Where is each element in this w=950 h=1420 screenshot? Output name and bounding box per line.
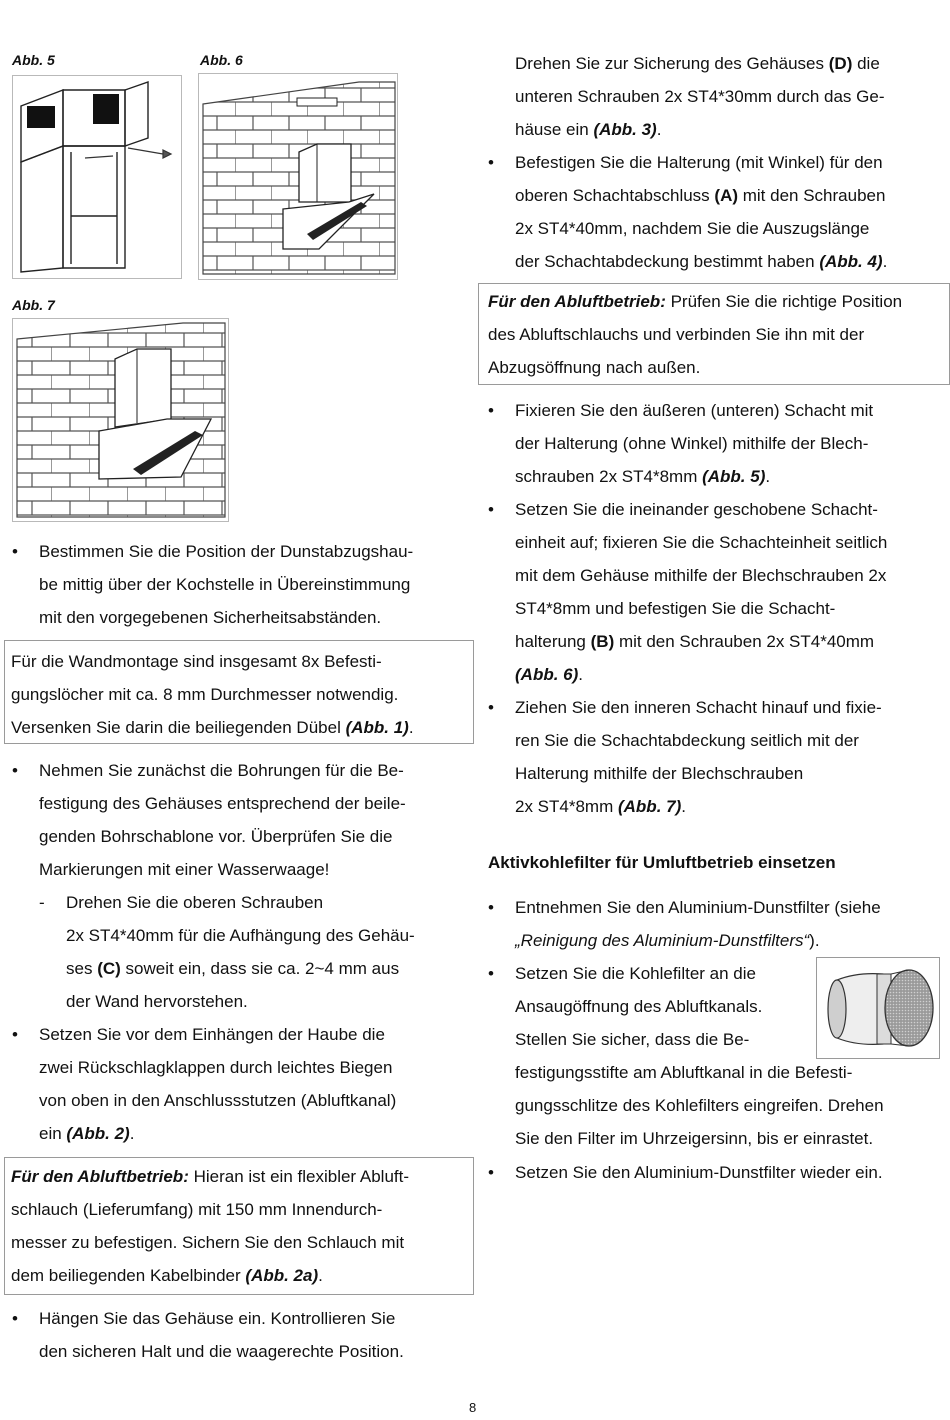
- text-line: Stellen Sie sicher, dass die Be-: [515, 1030, 750, 1049]
- text-line: 2x ST4*40mm, nachdem Sie die Auszugslänge: [515, 219, 870, 238]
- brick-wall-hood-chimney-illustration: [13, 319, 228, 521]
- text-line: Ziehen Sie den inneren Schacht hinauf und fixie-: [515, 698, 882, 717]
- text-line: zwei Rückschlagklappen durch leichtes Biegen: [39, 1058, 393, 1077]
- abb5-caption: Abb. 5: [12, 52, 55, 68]
- info-box-wall-mounting: [4, 640, 474, 744]
- text-line: Ansaugöffnung des Abluftkanals.: [515, 997, 763, 1016]
- dash-marker: -: [39, 893, 45, 912]
- carbon-filter-illustration: [817, 958, 939, 1058]
- part-label: (A): [714, 186, 739, 205]
- figure-reference: (Abb. 6): [515, 665, 579, 684]
- part-label: (D): [828, 54, 853, 73]
- text-line: Markierungen mit einer Wasserwaage!: [39, 860, 330, 879]
- page-number: 8: [469, 1400, 477, 1415]
- bullet-icon: •: [488, 1163, 494, 1182]
- text-line: ren Sie die Schachtabdeckung seitlich mit der: [515, 731, 859, 750]
- abb5-figure: [12, 75, 182, 279]
- abb7-figure: [12, 318, 229, 522]
- figure-reference: (Abb. 7): [617, 797, 682, 816]
- figure-reference: (Abb. 3): [593, 120, 657, 139]
- bullet-icon: •: [12, 542, 18, 561]
- text-line: der Wand hervorstehen.: [66, 992, 248, 1011]
- bullet-icon: •: [488, 898, 494, 917]
- text-line: Hängen Sie das Gehäuse ein. Kontrollieren Sie: [39, 1309, 396, 1328]
- text-line: Abzugsöffnung nach außen.: [488, 358, 701, 377]
- text-line: einheit auf; fixieren Sie die Schachteinheit seitlich: [515, 533, 888, 552]
- text-line: mit dem Gehäuse mithilfe der Blechschrauben 2x: [515, 566, 887, 585]
- text-line: messer zu befestigen. Sichern Sie den Schlauch mit: [11, 1233, 405, 1252]
- text-line: halterung (B) mit den Schrauben 2x ST4*40mm: [515, 632, 875, 651]
- abb6-caption: Abb. 6: [200, 52, 243, 68]
- figure-reference: (Abb. 2a): [245, 1266, 319, 1285]
- figure-reference: (Abb. 2): [66, 1124, 130, 1143]
- cross-reference: „Reinigung des Aluminium-Dunstfilters“: [515, 931, 810, 950]
- text-line: dem beiliegenden Kabelbinder (Abb. 2a).: [11, 1266, 323, 1285]
- text-line: mit den vorgegebenen Sicherheitsabständen.: [39, 608, 382, 627]
- text-line: Für den Abluftbetrieb: Hieran ist ein flexibler Abluft-: [11, 1167, 410, 1186]
- part-label: (B): [590, 632, 615, 651]
- bullet-icon: •: [488, 153, 494, 172]
- section-heading: Aktivkohlefilter für Umluftbetrieb einsetzen: [488, 853, 836, 872]
- text-line: den sicheren Halt und die waagerechte Position.: [39, 1342, 404, 1361]
- text-line: Bestimmen Sie die Position der Dunstabzugshau-: [39, 542, 414, 561]
- text-line: festigungsstifte am Abluftkanal in die Befesti-: [515, 1063, 853, 1082]
- text-line: schrauben 2x ST4*8mm (Abb. 5).: [515, 467, 771, 486]
- part-label: (C): [97, 959, 121, 978]
- bullet-icon: •: [488, 401, 494, 420]
- text-line: Fixieren Sie den äußeren (unteren) Schacht mit: [515, 401, 874, 420]
- figure-reference: (Abb. 4): [819, 252, 883, 271]
- text-line: Nehmen Sie zunächst die Bohrungen für die Be-: [39, 761, 404, 780]
- text-line: der Schachtabdeckung bestimmt haben (Abb. 4).: [515, 252, 888, 271]
- text-line: Für die Wandmontage sind insgesamt 8x Befesti-: [11, 652, 382, 671]
- text-line: der Halterung (ohne Winkel) mithilfe der Blech-: [515, 434, 869, 453]
- text-line: Drehen Sie zur Sicherung des Gehäuses (D) die: [515, 54, 880, 73]
- text-line: Sie den Filter im Uhrzeigersinn, bis er einrastet.: [515, 1129, 874, 1148]
- text-line: Halterung mithilfe der Blechschrauben: [515, 764, 804, 783]
- info-box-exhaust-check: [478, 283, 950, 385]
- text-line: „Reinigung des Aluminium-Dunstfilters“).: [515, 931, 820, 950]
- text-line: be mittig über der Kochstelle in Übereinstimmung: [39, 575, 411, 594]
- bullet-icon: •: [12, 1309, 18, 1328]
- text-line: festigung des Gehäuses entsprechend der beile-: [39, 794, 406, 813]
- figure-reference: (Abb. 1): [345, 718, 409, 737]
- figure-reference: (Abb. 5): [702, 467, 766, 486]
- text-line: Befestigen Sie die Halterung (mit Winkel) für den: [515, 153, 883, 172]
- text-line: (Abb. 6).: [515, 665, 584, 684]
- text-line: Versenken Sie darin die beiliegenden Dübel (Abb. 1).: [11, 718, 414, 737]
- text-line: Drehen Sie die oberen Schrauben: [66, 893, 324, 912]
- text-line: unteren Schrauben 2x ST4*30mm durch das Ge-: [515, 87, 885, 106]
- bullet-icon: •: [488, 500, 494, 519]
- text-line: genden Bohrschablone vor. Überprüfen Sie die: [39, 827, 393, 846]
- text-line: Für den Abluftbetrieb: Prüfen Sie die richtige Position: [488, 292, 903, 311]
- text-line: 2x ST4*40mm für die Aufhängung des Gehäu-: [66, 926, 415, 945]
- abb7-caption: Abb. 7: [12, 297, 55, 313]
- bullet-icon: •: [488, 964, 494, 983]
- text-line: 2x ST4*8mm (Abb. 7).: [515, 797, 686, 816]
- box-label: Für den Abluftbetrieb:: [488, 292, 666, 311]
- text-line: von oben in den Anschlussstutzen (Abluftkanal): [39, 1091, 397, 1110]
- bullet-icon: •: [488, 698, 494, 717]
- text-line: ses (C) soweit ein, dass sie ca. 2~4 mm aus: [66, 959, 400, 978]
- duct-assembly-illustration: [13, 76, 181, 278]
- text-line: Setzen Sie vor dem Einhängen der Haube die: [39, 1025, 385, 1044]
- brick-wall-hood-illustration: [199, 74, 397, 279]
- bullet-icon: •: [12, 761, 18, 780]
- text-line: gungsschlitze des Kohlefilters eingreifen. Drehen: [515, 1096, 884, 1115]
- text-line: gungslöcher mit ca. 8 mm Durchmesser notwendig.: [11, 685, 399, 704]
- abb6-figure: [198, 73, 398, 280]
- text-line: des Abluftschlauchs und verbinden Sie ihn mit der: [488, 325, 865, 344]
- text-line: Setzen Sie die ineinander geschobene Schacht-: [515, 500, 878, 519]
- info-box-exhaust-mode: [4, 1157, 474, 1295]
- text-line: schlauch (Lieferumfang) mit 150 mm Innendurch-: [11, 1200, 383, 1219]
- bullet-icon: •: [12, 1025, 18, 1044]
- text-line: ST4*8mm und befestigen Sie die Schacht-: [515, 599, 836, 618]
- text-line: Setzen Sie den Aluminium-Dunstfilter wieder ein.: [515, 1163, 883, 1182]
- box-label: Für den Abluftbetrieb:: [11, 1167, 189, 1186]
- text-line: Setzen Sie die Kohlefilter an die: [515, 964, 756, 983]
- carbon-filter-figure: [816, 957, 940, 1059]
- text-line: Entnehmen Sie den Aluminium-Dunstfilter (siehe: [515, 898, 881, 917]
- text-line: häuse ein (Abb. 3).: [515, 120, 662, 139]
- text-line: ein (Abb. 2).: [39, 1124, 135, 1143]
- text-line: oberen Schachtabschluss (A) mit den Schrauben: [515, 186, 886, 205]
